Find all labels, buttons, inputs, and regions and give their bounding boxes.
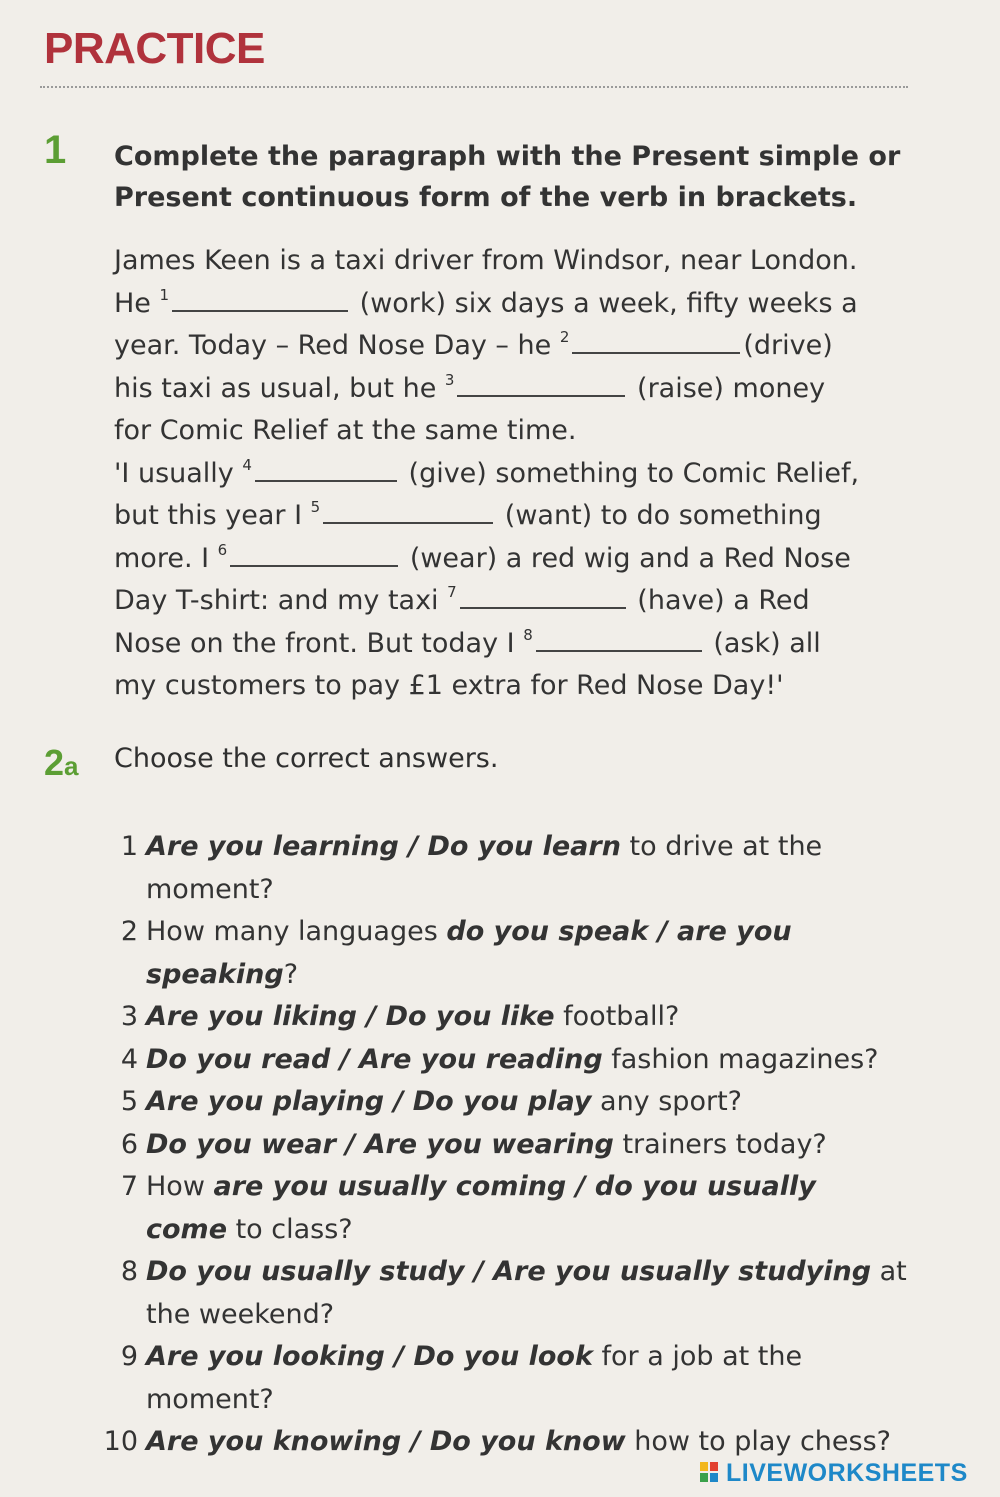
gap-5-blank[interactable] xyxy=(323,500,493,524)
answer-options[interactable]: Do you wear / Are you wearing xyxy=(146,1128,614,1160)
question-text: Do you read / Are you reading fashion magazines? xyxy=(146,1043,879,1075)
question-number: 3 xyxy=(120,1001,138,1032)
paragraph-line xyxy=(114,368,934,411)
question-text: Do you usually study / Are you usually studying at the weekend? xyxy=(146,1256,907,1330)
instruction-line: Complete the paragraph with the Present simple or xyxy=(114,141,901,172)
answer-options[interactable]: come xyxy=(146,1213,227,1245)
answer-options[interactable]: Are you knowing / Do you know xyxy=(146,1426,626,1457)
question-number: 4 xyxy=(120,1043,138,1075)
paragraph-line xyxy=(114,453,934,496)
gap-7-blank[interactable] xyxy=(460,585,626,609)
question-item xyxy=(90,911,930,996)
answer-options[interactable]: Are you looking / Do you look xyxy=(146,1341,593,1372)
question-text: Are you knowing / Do you know how to play chess? xyxy=(146,1426,891,1457)
logo-mark-icon xyxy=(700,1462,720,1484)
gap-number: 6 xyxy=(217,540,228,559)
text: (wear) a red wig and a Red Nose xyxy=(409,542,851,574)
number-main: 2 xyxy=(44,742,65,783)
gap-3-blank[interactable] xyxy=(457,373,625,397)
gap-6-blank[interactable] xyxy=(230,543,398,567)
gap-number: 1 xyxy=(159,285,170,304)
number-sub: a xyxy=(64,751,79,781)
gap-number: 8 xyxy=(523,625,533,644)
text: year. Today – Red Nose Day – he xyxy=(114,330,552,361)
exercise-2a-instruction: Choose the correct answers. xyxy=(114,743,499,774)
answer-options[interactable]: Are you learning / Do you learn xyxy=(146,831,621,862)
question-number: 6 xyxy=(120,1128,138,1160)
paragraph-line xyxy=(114,623,934,666)
text: (give) something to Comic Relief, xyxy=(408,457,860,489)
question-text: How are you usually coming / do you usually come to class? xyxy=(146,1171,816,1245)
question-number: 2 xyxy=(120,916,138,947)
paragraph-line xyxy=(114,495,934,538)
question-text: How many languages do you speak / are you speaking? xyxy=(146,916,792,990)
exercise-1-instruction xyxy=(114,136,914,218)
answer-options[interactable]: Are you liking / Do you like xyxy=(146,1001,555,1032)
gap-4-blank[interactable] xyxy=(255,458,397,482)
text: (have) a Red xyxy=(637,585,810,616)
gap-number: 7 xyxy=(447,583,457,601)
text: but this year I xyxy=(114,500,303,531)
exercise-2a-number xyxy=(44,742,79,784)
question-item xyxy=(90,826,930,911)
answer-options[interactable]: Do you read / Are you reading xyxy=(146,1043,603,1075)
paragraph-line xyxy=(114,325,934,368)
question-text: Are you looking / Do you look for a job at the moment? xyxy=(146,1341,803,1415)
question-number: 8 xyxy=(120,1256,138,1287)
gap-number: 5 xyxy=(310,498,321,516)
instruction-line: Present continuous form of the verb in brackets. xyxy=(114,182,858,213)
answer-options[interactable]: speaking xyxy=(146,958,284,990)
question-text: Are you liking / Do you like football? xyxy=(146,1001,680,1032)
text: his taxi as usual, but he xyxy=(114,372,437,404)
text: (drive) xyxy=(743,330,833,361)
question-text: Are you learning / Do you learn to drive at the moment? xyxy=(146,831,823,905)
paragraph-line: for Comic Relief at the same time. xyxy=(114,415,577,446)
answer-options[interactable]: are you usually coming / do you usually xyxy=(213,1171,816,1202)
paragraph-line xyxy=(114,283,934,326)
gap-2-blank[interactable] xyxy=(572,330,740,354)
dotted-divider xyxy=(40,86,908,88)
question-number: 10 xyxy=(103,1426,138,1457)
section-heading: PRACTICE xyxy=(44,24,265,73)
paragraph-line: my customers to pay £1 extra for Red Nose Day!' xyxy=(114,670,784,701)
text: (raise) money xyxy=(637,372,826,404)
text: 'I usually xyxy=(114,457,234,489)
exercise-1-paragraph xyxy=(114,240,934,708)
paragraph-line: James Keen is a taxi driver from Windsor, near London. xyxy=(114,245,858,276)
answer-options[interactable]: Are you playing / Do you play xyxy=(146,1086,592,1117)
text: (want) to do something xyxy=(504,500,822,531)
liveworksheets-logo xyxy=(700,1458,968,1488)
question-item xyxy=(90,1251,930,1336)
question-number: 7 xyxy=(120,1171,138,1202)
answer-options[interactable]: do you speak / are you xyxy=(446,916,792,947)
text: He xyxy=(114,287,151,319)
gap-number: 3 xyxy=(444,370,455,389)
question-list xyxy=(90,826,930,1464)
question-item xyxy=(90,1039,930,1082)
answer-options[interactable]: Do you usually study / Are you usually studying xyxy=(146,1256,872,1287)
text: more. I xyxy=(114,542,210,574)
gap-8-blank[interactable] xyxy=(536,628,702,652)
logo-text: LIVEWORKSHEETS xyxy=(726,1458,968,1487)
text: Nose on the front. But today I xyxy=(114,627,515,659)
gap-number: 2 xyxy=(559,328,570,346)
paragraph-line xyxy=(114,538,934,581)
text: (ask) all xyxy=(713,627,821,659)
text: (work) six days a week, fifty weeks a xyxy=(359,287,858,319)
gap-number: 4 xyxy=(242,455,252,474)
question-number: 5 xyxy=(120,1086,138,1117)
question-text: Do you wear / Are you wearing trainers today? xyxy=(146,1128,827,1160)
exercise-1-number: 1 xyxy=(44,128,67,172)
question-item xyxy=(90,996,930,1039)
question-number: 9 xyxy=(120,1341,138,1372)
text: Day T-shirt: and my taxi xyxy=(114,585,439,616)
question-item xyxy=(90,1081,930,1124)
paragraph-line xyxy=(114,580,934,623)
gap-1-blank[interactable] xyxy=(172,288,348,312)
question-item xyxy=(90,1124,930,1167)
question-item xyxy=(90,1336,930,1421)
question-item xyxy=(90,1166,930,1251)
question-text: Are you playing / Do you play any sport? xyxy=(146,1086,742,1117)
question-number: 1 xyxy=(120,831,138,862)
